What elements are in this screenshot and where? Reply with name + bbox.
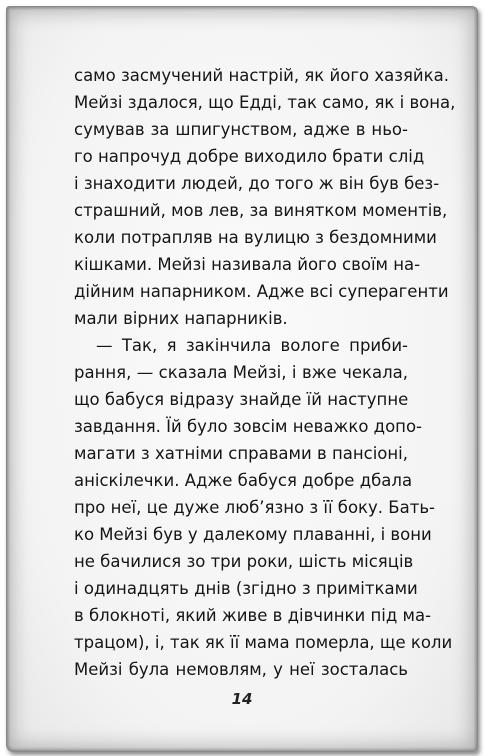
text-line: Мейзі була немовлям, у неї зосталась: [74, 660, 408, 679]
text-line: сумував за шпигунством, адже в ньо-: [74, 120, 408, 139]
text-line: про неї, це дуже люб’язно з її боку. Бать-: [74, 498, 436, 517]
text-line: коли потрапляв на вулицю з бездомними: [74, 228, 437, 247]
body-text: [74, 62, 456, 683]
text-line: і знаходити людей, до того ж він був без-: [74, 174, 440, 193]
text-line: страшний, мов лев, за винятком моментів,: [74, 201, 448, 220]
text-line: мали вірних напарників.: [74, 309, 288, 328]
text-line: завдання. Їй було зовсім неважко допо-: [74, 417, 423, 436]
text-line: — Так, я закінчила вологе приби-: [96, 336, 408, 355]
text-line: Мейзі здалося, що Едді, так само, як і вона,: [74, 93, 456, 112]
text-line: го напрочуд добре виходило брати слід: [74, 147, 425, 166]
text-line: в блокноті, який живе в дівчинки під ма-: [74, 606, 432, 625]
text-line: що бабуся відразу знайде їй наступне: [74, 390, 409, 409]
text-line: і одинадцять днів (згідно з примітками: [74, 579, 418, 598]
text-line: рання, — сказала Мейзі, і вже чекала,: [74, 363, 408, 382]
text-line: не бачилися зо три роки, шість місяців: [74, 552, 414, 571]
page-number: 14: [231, 690, 253, 708]
text-line: аніскілечки. Адже бабуся добре дбала: [74, 471, 413, 490]
text-line: трацом), і, так як її мама померла, ще коли: [74, 633, 453, 652]
text-line: ко Мейзі був у далекому плаванні, і вони: [74, 525, 432, 544]
text-line: дійним напарником. Адже всі суперагенти: [74, 282, 449, 301]
text-line: магати з хатніми справами в пансіоні,: [74, 444, 408, 463]
text-line: само засмучений настрій, як його хазяйка.: [74, 66, 449, 85]
text-line: кішками. Мейзі називала його своїм на-: [74, 255, 421, 274]
